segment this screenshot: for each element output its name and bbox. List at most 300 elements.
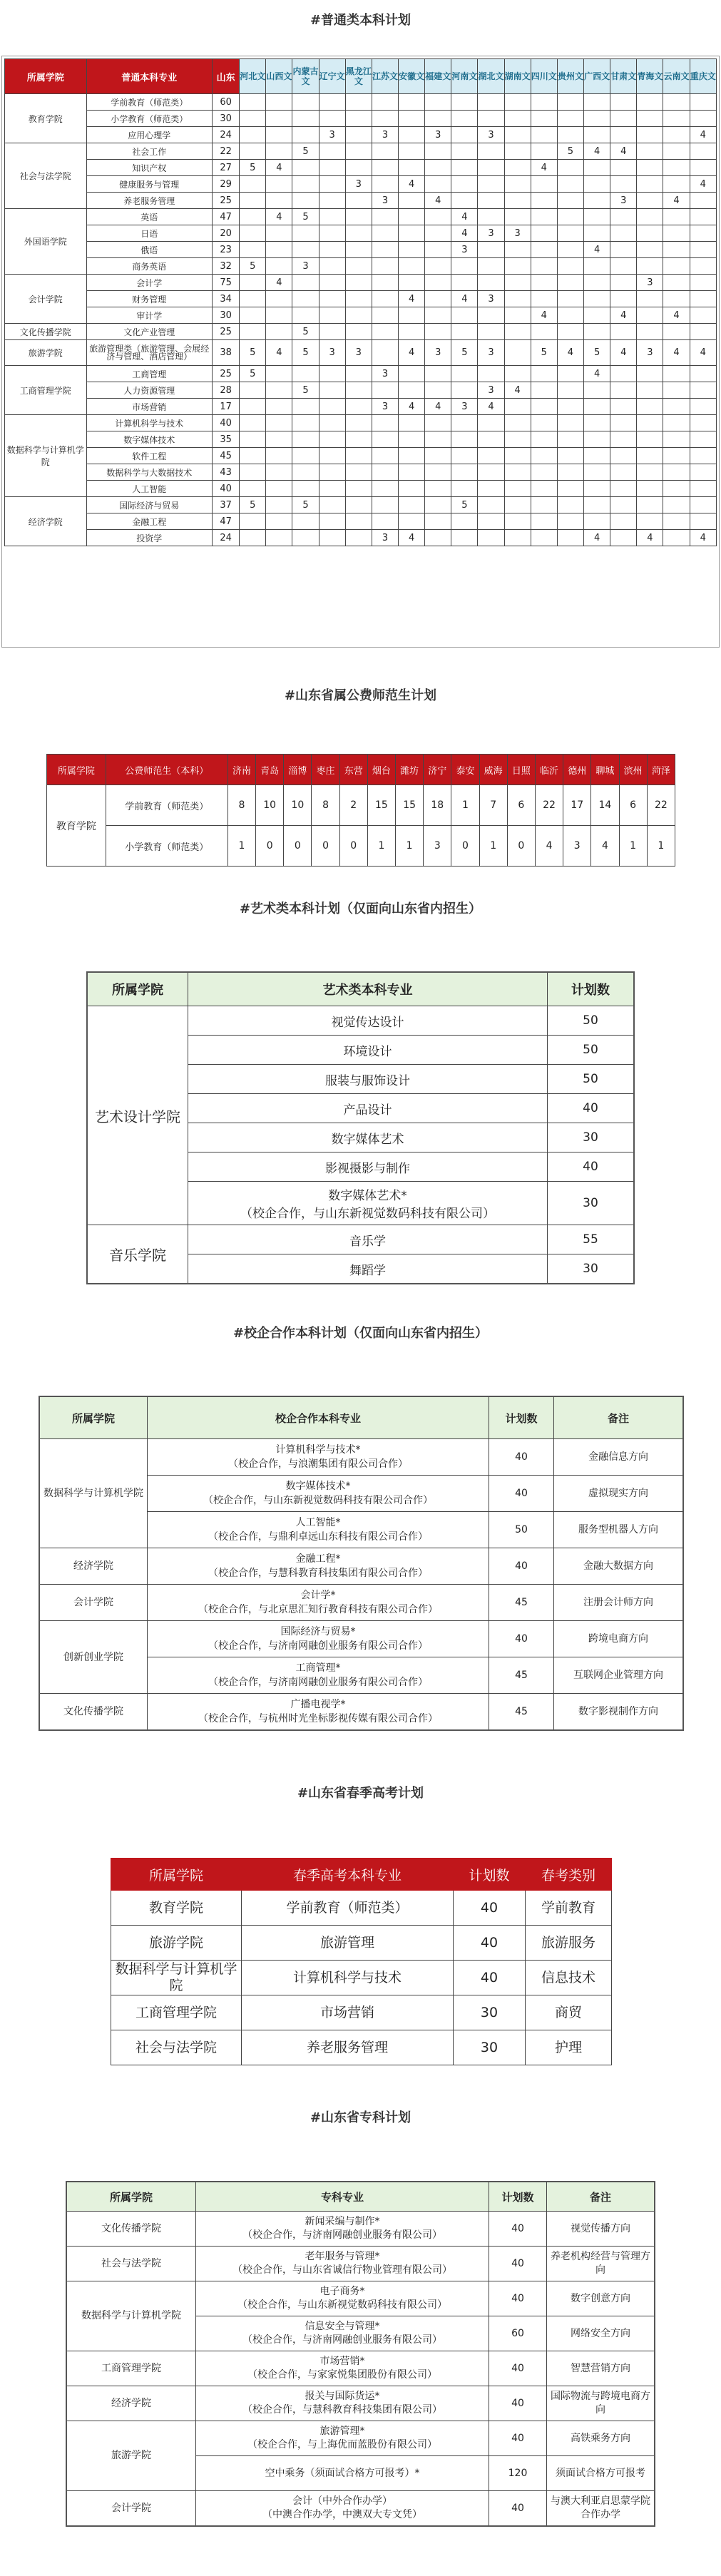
major-cell: 会计学 [86, 275, 212, 291]
college-cell: 经济学院 [5, 497, 87, 546]
province-count [292, 307, 319, 324]
province-count: 4 [266, 340, 292, 366]
table-row [66, 2351, 655, 2386]
province-count: 4 [399, 176, 425, 193]
province-count [266, 176, 292, 193]
city-count: 2 [339, 785, 367, 826]
t4-title: #校企合作本科计划（仅面向山东省内招生） [232, 1326, 489, 1341]
major-name: 环境设计 [343, 1044, 392, 1059]
province-count [345, 497, 372, 513]
major-cell: 计算机科学与技术 [242, 1961, 454, 1995]
city-count: 0 [256, 826, 284, 867]
plan-count: 40 [489, 1439, 554, 1476]
province-count [478, 307, 504, 324]
table-row [66, 2281, 655, 2316]
shandong-count: 25 [213, 324, 240, 340]
province-count [690, 324, 716, 340]
province-count [399, 382, 425, 399]
province-count [584, 399, 610, 415]
province-count: 5 [292, 209, 319, 225]
province-count [557, 415, 583, 431]
plan-count: 40 [489, 2247, 547, 2281]
province-count: 4 [690, 176, 716, 193]
province-count: 3 [372, 366, 398, 382]
province-count [663, 415, 690, 431]
province-count: 3 [451, 399, 478, 415]
province-count: 4 [557, 340, 583, 366]
table-row [5, 275, 717, 291]
plan-count: 30 [548, 1254, 635, 1284]
province-count: 4 [399, 291, 425, 307]
shandong-count: 45 [213, 448, 240, 464]
table-row [5, 340, 717, 366]
major-cell [196, 2421, 489, 2456]
major-cell: 市场营销 [242, 1995, 454, 2030]
province-count [345, 415, 372, 431]
province-count [292, 513, 319, 530]
province-count [663, 291, 690, 307]
province-count [399, 481, 425, 497]
remark-cell: 跨境电商方向 [554, 1621, 684, 1657]
province-count: 4 [584, 530, 610, 546]
province-count [531, 464, 557, 481]
header-cell: 济南 [227, 755, 255, 785]
province-count [451, 111, 478, 127]
province-count [292, 111, 319, 127]
province-count [690, 258, 716, 275]
province-count [637, 193, 663, 209]
province-count [637, 481, 663, 497]
plan-count: 30 [548, 1123, 635, 1152]
province-count [240, 111, 266, 127]
province-count [425, 111, 451, 127]
table-row [5, 448, 717, 464]
city-count: 15 [367, 785, 395, 826]
province-count [584, 127, 610, 143]
shandong-count: 23 [213, 242, 240, 258]
major-note: （校企合作，与家家悦集团股份有限公司） [247, 2369, 437, 2381]
province-count [584, 513, 610, 530]
city-count: 1 [227, 826, 255, 867]
table-row [5, 307, 717, 324]
province-count [557, 291, 583, 307]
province-count [292, 366, 319, 382]
province-count [531, 530, 557, 546]
province-count: 4 [425, 193, 451, 209]
remark-cell: 与澳大利亚启思蒙学院合作办学 [547, 2491, 655, 2527]
province-count: 4 [610, 143, 637, 160]
header-province: 云南文 [663, 59, 690, 94]
major-cell: 国际经济与贸易 [86, 497, 212, 513]
header-province: 湖北文 [478, 59, 504, 94]
province-count [690, 464, 716, 481]
header-cell: 淄博 [284, 755, 312, 785]
province-count [531, 431, 557, 448]
province-count [399, 143, 425, 160]
province-count [425, 176, 451, 193]
header-province: 辽宁文 [319, 59, 345, 94]
province-count [372, 160, 398, 176]
plan-count: 40 [489, 2386, 547, 2421]
province-count [531, 415, 557, 431]
major-name: 新闻采编与制作* [305, 2216, 380, 2227]
province-count [504, 513, 531, 530]
province-count [451, 307, 478, 324]
province-count: 3 [610, 193, 637, 209]
remark-cell: 注册会计师方向 [554, 1585, 684, 1621]
province-count [425, 431, 451, 448]
major-name: 电子商务* [319, 2286, 365, 2297]
table-row [5, 160, 717, 176]
t1-title: #普通类本科计划 [310, 13, 411, 28]
province-count [266, 415, 292, 431]
table-row [66, 2421, 655, 2456]
province-count [663, 242, 690, 258]
table-row [47, 826, 675, 867]
major-cell: 健康服务与管理 [86, 176, 212, 193]
province-count [319, 176, 345, 193]
province-count [690, 382, 716, 399]
header-cell: 计划数 [489, 2182, 547, 2212]
province-count [399, 258, 425, 275]
province-count [690, 193, 716, 209]
college-cell: 教育学院 [111, 1891, 242, 1926]
header-cell: 所属学院 [39, 1396, 148, 1439]
province-count [399, 193, 425, 209]
major-cell [196, 2351, 489, 2386]
city-count: 10 [284, 785, 312, 826]
province-count [266, 127, 292, 143]
province-count [504, 275, 531, 291]
header-cell: 春考类别 [526, 1859, 612, 1891]
province-count [345, 448, 372, 464]
major-cell: 俄语 [86, 242, 212, 258]
header-cell: 枣庄 [312, 755, 339, 785]
province-count [266, 307, 292, 324]
province-count [266, 431, 292, 448]
province-count [345, 143, 372, 160]
province-count [690, 399, 716, 415]
college-cell: 工商管理学院 [66, 2351, 196, 2386]
province-count [451, 127, 478, 143]
province-count [451, 464, 478, 481]
province-count: 3 [372, 127, 398, 143]
province-count [637, 366, 663, 382]
province-count [319, 513, 345, 530]
province-count [610, 225, 637, 242]
province-count [557, 242, 583, 258]
province-count [531, 366, 557, 382]
shandong-count: 24 [213, 530, 240, 546]
plan-count: 60 [489, 2316, 547, 2351]
province-count [663, 209, 690, 225]
province-count [266, 366, 292, 382]
major-name: 服装与服饰设计 [325, 1073, 410, 1088]
province-count [345, 307, 372, 324]
province-count: 5 [451, 497, 478, 513]
plan-count: 30 [454, 2030, 526, 2065]
province-count [266, 481, 292, 497]
province-count [531, 94, 557, 111]
t3-title: #艺术类本科计划（仅面向山东省内招生） [239, 901, 482, 916]
province-count: 3 [478, 225, 504, 242]
province-count: 4 [478, 399, 504, 415]
province-count [319, 382, 345, 399]
province-count [504, 209, 531, 225]
province-count: 4 [637, 530, 663, 546]
city-count: 3 [563, 826, 591, 867]
province-count [557, 225, 583, 242]
province-count [663, 464, 690, 481]
college-cell: 经济学院 [39, 1548, 148, 1585]
province-count [319, 275, 345, 291]
major-cell: 小学教育（师范类） [86, 111, 212, 127]
city-count: 8 [312, 785, 339, 826]
header-cell: 威海 [479, 755, 507, 785]
shandong-count: 30 [213, 111, 240, 127]
province-count [266, 448, 292, 464]
table-row [111, 1891, 612, 1926]
major-cell [196, 2491, 489, 2527]
plan-count: 50 [489, 1512, 554, 1548]
table-row [5, 176, 717, 193]
province-count [584, 382, 610, 399]
remark-cell: 国际物流与跨境电商方向 [547, 2386, 655, 2421]
header-province: 福建文 [425, 59, 451, 94]
province-count [663, 111, 690, 127]
major-note: （校企合作，与山东省诚信行物业管理有限公司） [232, 2264, 452, 2276]
province-count [637, 127, 663, 143]
province-count [610, 127, 637, 143]
province-count [319, 242, 345, 258]
shandong-count: 32 [213, 258, 240, 275]
province-count [292, 176, 319, 193]
plan-count: 40 [548, 1094, 635, 1123]
province-count [504, 497, 531, 513]
province-count [504, 143, 531, 160]
college-cell: 音乐学院 [87, 1225, 188, 1284]
province-count [425, 464, 451, 481]
header-cell: 烟台 [367, 755, 395, 785]
province-count [610, 448, 637, 464]
province-count [266, 513, 292, 530]
table-row [111, 1961, 612, 1995]
major-note: （校企合作，与济南网融创业服务有限公司） [242, 2229, 442, 2241]
province-count [531, 497, 557, 513]
major-name: 国际经济与贸易* [280, 1626, 356, 1637]
major-cell [188, 1152, 548, 1182]
header-province: 湖南文 [504, 59, 531, 94]
college-cell: 工商管理学院 [111, 1995, 242, 2030]
province-count [345, 275, 372, 291]
province-count [372, 513, 398, 530]
province-count [425, 307, 451, 324]
city-count: 0 [451, 826, 479, 867]
college-cell: 社会与法学院 [5, 143, 87, 209]
major-cell: 工商管理 [86, 366, 212, 382]
province-count [557, 94, 583, 111]
province-count [557, 176, 583, 193]
junior-college-plan-table [66, 2181, 655, 2527]
header-province: 江苏文 [372, 59, 398, 94]
province-count [372, 94, 398, 111]
province-count [425, 415, 451, 431]
province-count [663, 160, 690, 176]
major-name: 数字媒体艺术 [331, 1132, 404, 1147]
province-count [399, 94, 425, 111]
province-count [557, 431, 583, 448]
college-cell: 教育学院 [5, 94, 87, 143]
plan-count: 50 [548, 1036, 635, 1065]
province-count [478, 143, 504, 160]
province-count [345, 324, 372, 340]
province-count: 4 [531, 160, 557, 176]
header-cell: 备注 [547, 2182, 655, 2212]
major-cell [188, 1065, 548, 1094]
province-count [240, 399, 266, 415]
province-count [610, 513, 637, 530]
major-cell: 养老服务管理 [242, 2030, 454, 2065]
province-count [584, 94, 610, 111]
plan-count: 40 [489, 1476, 554, 1512]
major-note: （校企合作，与慧科教育科技集团有限公司合作） [208, 1568, 428, 1579]
province-count [292, 94, 319, 111]
province-count [399, 324, 425, 340]
province-count [319, 258, 345, 275]
province-count [663, 127, 690, 143]
province-count [478, 324, 504, 340]
province-count [610, 111, 637, 127]
shandong-count: 29 [213, 176, 240, 193]
major-name: 空中乘务（须面试合格方可报考）* [265, 2467, 420, 2479]
shandong-count: 25 [213, 366, 240, 382]
header-cell: 青岛 [256, 755, 284, 785]
province-count [531, 324, 557, 340]
province-count [663, 225, 690, 242]
province-count [557, 160, 583, 176]
province-count [637, 382, 663, 399]
province-count [319, 193, 345, 209]
province-count [584, 193, 610, 209]
header-cell: 东营 [339, 755, 367, 785]
province-count [690, 513, 716, 530]
shandong-count: 75 [213, 275, 240, 291]
province-count [610, 160, 637, 176]
city-count: 0 [339, 826, 367, 867]
city-count: 14 [591, 785, 619, 826]
college-cell: 文化传播学院 [39, 1694, 148, 1731]
city-count: 1 [647, 826, 675, 867]
major-cell [148, 1439, 489, 1476]
shandong-count: 24 [213, 127, 240, 143]
city-count: 17 [563, 785, 591, 826]
college-cell: 会计学院 [39, 1585, 148, 1621]
major-cell: 舞蹈学 [188, 1254, 548, 1284]
major-note: （校企合作，与慧科教育科技集团有限公司） [242, 2404, 442, 2416]
shandong-count: 22 [213, 143, 240, 160]
province-count [345, 127, 372, 143]
header-cell: 临沂 [535, 755, 563, 785]
table-row [66, 2491, 655, 2527]
province-count: 4 [584, 366, 610, 382]
province-count [690, 111, 716, 127]
province-count: 3 [319, 127, 345, 143]
province-count: 5 [292, 382, 319, 399]
city-count: 1 [367, 826, 395, 867]
province-count [319, 431, 345, 448]
major-note: （校企合作，与浪潮集团有限公司合作） [228, 1458, 408, 1470]
header-province: 甘肃文 [610, 59, 637, 94]
province-count: 4 [451, 291, 478, 307]
province-count: 3 [372, 530, 398, 546]
major-cell: 音乐学 [188, 1225, 548, 1254]
college-cell: 数据科学与计算机学院 [5, 415, 87, 497]
province-count: 3 [345, 340, 372, 366]
province-count [345, 366, 372, 382]
province-count [478, 193, 504, 209]
province-count [504, 366, 531, 382]
province-count [478, 209, 504, 225]
shandong-count: 47 [213, 209, 240, 225]
province-count [451, 193, 478, 209]
province-count [478, 497, 504, 513]
header-cell: 公费师范生（本科） [106, 755, 227, 785]
province-count: 4 [425, 399, 451, 415]
province-count [663, 366, 690, 382]
header-cell: 计划数 [454, 1859, 526, 1891]
province-count [584, 225, 610, 242]
major-name: 报关与国际货运* [305, 2391, 380, 2402]
major-cell [196, 2386, 489, 2421]
table-row [5, 258, 717, 275]
province-count [240, 324, 266, 340]
province-count [240, 513, 266, 530]
province-count [372, 242, 398, 258]
province-count [399, 366, 425, 382]
table-row [47, 785, 675, 826]
header-cell: 计划数 [548, 972, 635, 1006]
major-note: （校企合作，与山东新视觉数码科技有限公司） [240, 1207, 495, 1221]
province-count [637, 242, 663, 258]
province-count [610, 94, 637, 111]
province-count [319, 464, 345, 481]
plan-count: 40 [489, 2212, 547, 2247]
province-count [266, 111, 292, 127]
province-count [557, 209, 583, 225]
province-count [478, 448, 504, 464]
major-cell: 投资学 [86, 530, 212, 546]
province-count [690, 307, 716, 324]
province-count: 3 [637, 275, 663, 291]
province-count: 5 [292, 340, 319, 366]
header-province: 重庆文 [690, 59, 716, 94]
major-cell: 商务英语 [86, 258, 212, 275]
major-note: （校企合作，与杭州时光坐标影视传媒有限公司合作） [198, 1713, 438, 1724]
header-province: 河南文 [451, 59, 478, 94]
province-count [531, 291, 557, 307]
major-cell [148, 1694, 489, 1731]
table-row [5, 94, 717, 111]
province-count [345, 242, 372, 258]
shandong-count: 38 [213, 340, 240, 366]
province-count: 4 [504, 382, 531, 399]
province-count [372, 225, 398, 242]
province-count [663, 258, 690, 275]
province-count [478, 481, 504, 497]
province-count [637, 448, 663, 464]
province-count [504, 127, 531, 143]
header-cell: 校企合作本科专业 [148, 1396, 489, 1439]
